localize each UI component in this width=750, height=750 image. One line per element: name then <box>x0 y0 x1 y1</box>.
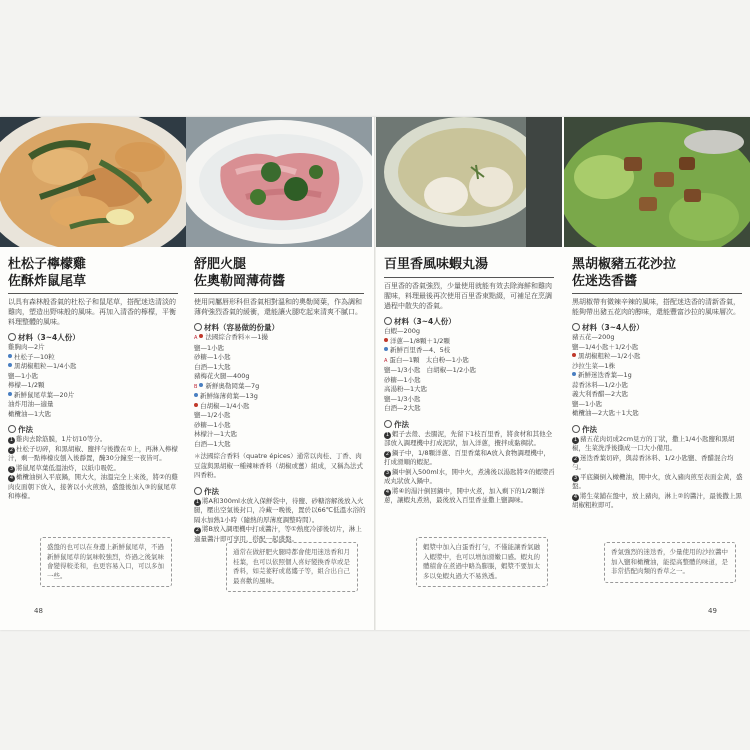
ingredient-item: 鹽—1小匙 <box>572 399 603 408</box>
recipe-body <box>572 297 744 511</box>
recipe-title: 百里香風味蝦丸湯 <box>384 257 489 272</box>
method-step: 1 將A和300ml水放入保鮮袋中，待鹽、砂糖溶解後放入火腿，壓出空氣後封口，冷藏一晚後，置於以66℃低溫水浴的隔水加熱1小時（隨熱的厚薄度調整時間）。 <box>194 496 366 524</box>
ingredient-item: 新鮮鼠尾草葉—20片 <box>8 391 180 401</box>
recipe-column-1 <box>0 117 186 630</box>
title-rule <box>572 293 742 294</box>
ingredient-item: 鹽—1小匙 <box>194 343 225 352</box>
herb-marker-icon <box>8 354 12 358</box>
ingredient-item: 砂糖—1小匙 <box>194 353 231 361</box>
ingredient-item: 檸檬—1/2顆 <box>8 381 45 389</box>
tip-box: 通常在做舒肥火腿時都會使用迷迭香和月桂葉，也可以依照個人喜好變換香草或是香料，如芫荽籽或葛縷子等，組合出自己最喜歡的風味。 <box>226 542 358 592</box>
ingredient-item: 白酒—2大匙 <box>384 404 421 412</box>
method-step: 1 雞肉去除筋膜，1片切10等分。 <box>9 435 107 443</box>
recipe-photo-pork-salad <box>564 117 750 247</box>
ingredient-item: 黑胡椒粗粒—1/4小匙 <box>8 362 180 372</box>
spice-marker-icon <box>384 338 388 342</box>
ingredient-item: 鹽—1/3小匙 <box>384 394 421 403</box>
method-step: 2 鍋子中，1/8顆洋蔥、百里香葉和A放入食物調理機中，打成滑順的蝦泥。 <box>384 448 550 466</box>
ingredient-item: 砂糖—1小匙 <box>194 420 231 429</box>
leaf-icon <box>8 425 16 433</box>
ingredient-item: 白酒—1大匙 <box>194 439 231 448</box>
ingredient-item: 豬五花—200g <box>572 333 615 341</box>
ingredient-item: 蒜香沐料—1/2小匙 <box>572 380 628 389</box>
method-heading: 作法 <box>572 425 744 435</box>
method-step: 1 豬五花肉切成2cm見方的丁狀，撒上1/4小匙鹽和黑胡椒，生菜洗淨後撕成一口大小備用。 <box>572 434 735 452</box>
method-heading: 作法 <box>384 420 556 430</box>
ingredients-heading: 材料（3~4人份） <box>384 317 556 327</box>
method-heading: 作法 <box>8 425 180 435</box>
ingredient-item: 橄欖油—2大匙＋1大匙 <box>572 409 639 417</box>
recipe-intro: 百里香的香氣強烈，少量使用就能有效去除海鮮和雞肉腥味，料理最後再次使用百里香束點綴，可補足在烹調過程中散失的香氣。 <box>384 282 552 310</box>
page-number-left: 48 <box>34 607 43 615</box>
ingredient-item: 義大利香醋—2大匙 <box>572 390 629 398</box>
recipe-body <box>8 297 180 502</box>
leaf-icon <box>194 323 202 331</box>
ingredient-item: 油炸用油—適量 <box>8 400 54 408</box>
method-step: 3 鍋中倒入500ml水，開中火，煮沸後以湯匙將②的蝦漿舀成丸狀放入鍋中。 <box>384 467 555 485</box>
ingredient-item: 高湯粉—1大匙 <box>384 385 428 393</box>
ingredient-item: 黑胡椒粗粒—1/2小匙 <box>572 352 744 362</box>
spice-marker-icon <box>199 334 203 338</box>
herb-marker-icon <box>199 383 203 387</box>
book-spread <box>0 117 750 630</box>
recipe-body <box>384 281 556 506</box>
herb-marker-icon <box>8 363 12 367</box>
ingredient-item: A 法國綜合香料＊—1撮 <box>194 333 269 341</box>
ingredients-heading: 材料（3~4人份） <box>8 333 180 343</box>
recipe-intro: 黑胡椒帶有微辣辛辣的風味，搭配迷迭香的清新香氣，能夠帶出豬五花肉的醇味，還能豐富沙拉的風味層次。 <box>572 298 740 316</box>
leaf-icon <box>572 425 580 433</box>
method-step: 2 迷迭香葉切碎，與蒜香沐料、1/2小匙鹽、香醋混合均勻。 <box>572 453 734 471</box>
method-step: 2 杜松子切碎，和黑胡椒、鹽拌勻後撒在①上，再淋入檸檬汁，剩一點檸檬皮刨入後靜置，醃30分鐘至一夜皆可。 <box>8 444 178 462</box>
ingredient-item: 白酒—1大匙 <box>194 362 231 371</box>
ingredient-item: 新鮮迷迭香葉—1g <box>572 371 744 381</box>
tip-box: 香氣強烈的迷迭香，少量使用的沙拉醬中加入鹽和橄欖油，能提高整體的味道，是非常搭配肉類的香草之一。 <box>604 542 736 583</box>
recipe-photo-ham <box>186 117 372 247</box>
recipe-intro: 使用同屬唇形科但香氣相對溫和的奧勒岡葉，作為調和薄荷強烈香氣的緩衝，還能讓火腿吃起來清爽不膩口。 <box>194 298 362 316</box>
leaf-icon <box>194 487 202 495</box>
ingredient-item: 新鮮綠薄荷葉—13g <box>194 392 366 402</box>
ingredient-item: 杜松子—10粒 <box>8 353 180 363</box>
leaf-icon <box>384 420 392 428</box>
ingredient-item: B 新鮮奧勒岡葉—7g <box>194 381 260 390</box>
ingredient-item: A 蛋白—1顆 太白粉—1小匙 <box>384 355 469 364</box>
recipe-body <box>194 297 366 544</box>
method-step: 4 橄欖油倒入平底鍋，開大火，油溫完全上來後，將②的雞肉皮面朝下放入，接著以小火煎熟，盛盤後加入③的鼠尾草和檸檬。 <box>8 473 178 500</box>
ingredient-item: 新鮮百里香—4、5枝 <box>384 346 556 356</box>
ingredients-heading: 材料（3~4人份） <box>572 323 744 333</box>
ingredient-item: 豬梅花火腿—400g <box>194 372 250 380</box>
tip-box: 蝦漿中加入白蛋香打勻，不僅能讓香氣融入蝦漿中，也可以增加滑嫩口感。蝦丸的體積會在煮過中略為膨脹，蝦漿不要加太多以免蝦丸過大不易熟透。 <box>416 537 548 587</box>
recipe-column-4 <box>564 117 750 630</box>
ingredients-heading: 材料（容易做的份量） <box>194 323 366 333</box>
recipe-title: 黑胡椒豬五花沙拉 佐迷迭香醬 <box>572 257 677 289</box>
ingredient-item: 白胡椒—1/4小匙 <box>194 402 366 412</box>
ingredient-item: 雞胸肉—2片 <box>8 343 45 351</box>
method-step: 4 將④的湯汁倒回鍋中，開中火煮，加入剩下的1/2顆洋蔥，讓蝦丸煮熟，最後放入百里香並撒上鹽調味。 <box>384 486 545 504</box>
method-step: 1 蝦子去殼、去腸泥，先留下1枝百里香，將食材和其他全部放入調理機中打成泥狀，加入洋蔥，攪拌成黏稠狀。 <box>384 429 553 447</box>
ingredient-note: ＊法國綜合香料（quatre épices）通常以肉桂、丁香、肉豆蔻與黑胡椒一種辣味香料（胡椒或薑）組成，又稱為法式四香粉。 <box>194 452 363 479</box>
page-number-right: 49 <box>708 607 717 615</box>
ingredient-item: 白蝦—200g <box>384 327 421 335</box>
recipe-photo-shrimp-soup <box>376 117 562 247</box>
recipe-title: 舒肥火腿 佐奧勒岡薄荷醬 <box>194 257 286 289</box>
ingredient-item: 橄欖油—1大匙 <box>8 409 52 418</box>
title-rule <box>384 277 554 278</box>
method-heading: 作法 <box>194 487 366 497</box>
recipe-photo-chicken <box>0 117 186 247</box>
recipe-column-3 <box>376 117 562 630</box>
herb-marker-icon <box>8 392 12 396</box>
method-step: 3 平底鍋倒入橄欖油，開中火，放入豬肉煎至表面金黃，盛盤。 <box>572 472 743 490</box>
spice-marker-icon <box>194 403 198 407</box>
method-step: 3 將鼠尾草葉低溫油炸，以紙巾吸乾。 <box>9 463 120 472</box>
ingredient-item: 林檬汁—1大匙 <box>194 430 238 438</box>
herb-marker-icon <box>572 372 576 376</box>
spice-marker-icon <box>572 353 576 357</box>
leaf-icon <box>384 317 392 325</box>
ingredient-item: 鹽—1/4小匙＋1/2小匙 <box>572 342 639 351</box>
ingredient-item: 洋蔥—1/8顆＋1/2顆 <box>384 337 556 347</box>
herb-marker-icon <box>194 393 198 397</box>
method-step: 2 將B放入調理機中打成醬汁，等①熱度冷卻後切片，淋上適量醬汁即可享用，搭配一起盛盤。 <box>194 525 362 543</box>
ingredient-item: 砂糖—1小匙 <box>384 375 421 384</box>
ingredient-item: 沙拉生菜—1株 <box>572 361 616 370</box>
ingredient-item: 鹽—1/2小匙 <box>194 411 231 419</box>
leaf-icon <box>8 333 16 341</box>
method-step: 4 將生菜鋪在盤中，放上豬肉，淋上②的醬汁，最後撒上黑胡椒粗粒即可。 <box>572 491 742 509</box>
recipe-column-2 <box>186 117 372 630</box>
herb-marker-icon <box>384 347 388 351</box>
ingredient-item: 鹽—1小匙 <box>8 371 39 380</box>
title-rule <box>194 293 364 294</box>
leaf-icon <box>572 323 580 331</box>
ingredient-item: 鹽—1/3小匙 白胡椒—1/2小匙 <box>384 366 477 374</box>
recipe-intro: 以具有森林般香氣的杜松子和鼠尾草，搭配迷迭清淡的雞肉，塑造出野味般的風味。再加入清香的檸檬，平衡料理整體的風味。 <box>8 298 176 326</box>
recipe-title: 杜松子檸檬雞 佐酥炸鼠尾草 <box>8 257 87 289</box>
title-rule <box>8 293 178 294</box>
tip-box: 盛盤的也可以在身邊上新鮮鼠尾草，不過新鮮鼠尾草的氣味較強烈，炸過之後氣味會變得較柔和，也更容易入口，可以多加一些。 <box>40 537 172 587</box>
